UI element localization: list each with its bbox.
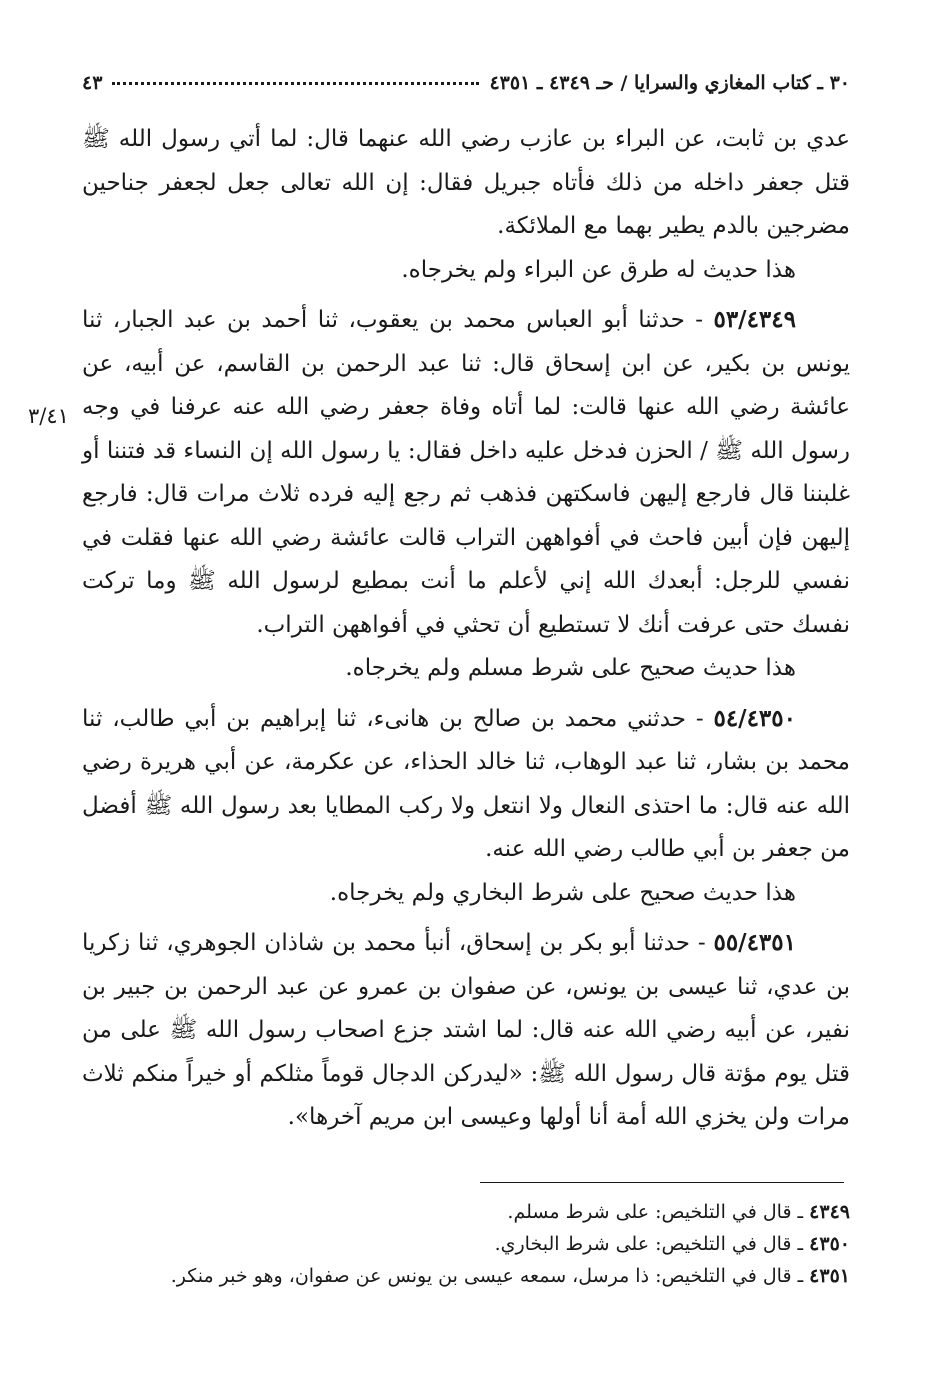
main-text: [82, 118, 850, 1140]
hadith-4349: [82, 298, 850, 647]
hadith-text-4350: - حدثني محمد بن صالح بن هانىء، ثنا إبراهيم بن أبي طالب، ثنا محمد بن بشار، ثنا عبد الوهاب، ثنا خالد الحذاء، عن عكرمة، عن أبي هريرة رضي الله عنه قال: ما احتذى النعال ولا انتعل ولا ركب المطايا بعد رسول الله ﷺ أفضل من جعفر بن أبي طالب رضي الله عنه.: [82, 705, 850, 862]
footnote-separator: [480, 1182, 844, 1183]
footnote-4351: [82, 1260, 850, 1292]
running-header: [82, 66, 850, 100]
paragraph-continuation: عدي بن ثابت، عن البراء بن عازب رضي الله عنهما قال: لما أتي رسول الله ﷺ قتل جعفر داخله من ذلك فأتاه جبريل فقال: إن الله تعالى جعل لجعفر جناحين مضرجين بالدم يطير بهما مع الملائكة.: [82, 126, 850, 239]
running-title: ٣٠ ـ كتاب المغازي والسرايا / حـ ٤٣٤٩ ـ ٤٣٥١: [489, 72, 850, 94]
hadith-text-4349: - حدثنا أبو العباس محمد بن يعقوب، ثنا أحمد بن عبد الجبار، ثنا يونس بن بكير، عن ابن إسحاق قال: ثنا عبد الرحمن بن القاسم، عن أبيه، عن عائشة رضي الله عنها قالت: لما أتاه وفاة جعفر رضي الله عنه عرفنا في وجه رسول الله ﷺ / الحزن فدخل عليه داخل فقال: يا رسول الله إن النساء قد فتننا أو غلبننا قال فارجع إليهن فاسكتهن فذهب ثم رجع إليه فرده ثلاث مرات قال: فارجع إليهن فإن أبين فاحث في أفواههن التراب قالت عائشة رضي الله عنها فقلت في نفسي للرجل: أبعدك الله إني لأعلم ما أنت بمطيع لرسول الله ﷺ وما تركت نفسك حتى عرفت أنك لا تستطيع أن تحثي في أفواههن التراب.: [82, 307, 850, 638]
footnote-text: ـ قال في التلخيص: على شرط مسلم.: [507, 1201, 810, 1223]
leader-dots: [112, 82, 479, 85]
footnote-number: ٤٣٤٩: [809, 1201, 850, 1223]
hadith-number-4351: ٥٥/٤٣٥١: [713, 929, 796, 956]
page-number: ٤٣: [82, 72, 103, 94]
grading-note-4349: هذا حديث صحيح على شرط مسلم ولم يخرجاه.: [345, 655, 796, 681]
hadith-text-4351: - حدثنا أبو بكر بن إسحاق، أنبأ محمد بن شاذان الجوهري، ثنا زكريا بن عدي، ثنا عيسى بن يونس، عن صفوان بن عمرو عن عبد الرحمن بن جبير بن نفير، عن أبيه رضي الله عنه قال: لما اشتد جزع اصحاب رسول الله ﷺ على من قتل يوم مؤتة قال رسول الله ﷺ: «ليدركن الدجال قوماً مثلكم أو خيراً منكم ثلاث مرات ولن يخزي الله أمة أنا أولها وعيسى ابن مريم آخرها».: [82, 930, 850, 1130]
footnote-4350: [82, 1228, 850, 1260]
footnote-4349: [82, 1196, 850, 1228]
margin-volume-reference: ٣/٤١: [28, 404, 69, 428]
hadith-number-4349: ٥٣/٤٣٤٩: [713, 306, 796, 333]
grading-note-4348: هذا حديث له طرق عن البراء ولم يخرجاه.: [401, 256, 796, 283]
hadith-4350: [82, 697, 850, 872]
hadith-number-4350: ٥٤/٤٣٥٠: [713, 704, 796, 732]
grading-note-4350: هذا حديث صحيح على شرط البخاري ولم يخرجاه.: [329, 879, 796, 906]
footnote-text: ـ قال في التلخيص: على شرط البخاري.: [494, 1233, 810, 1255]
footnote-text: ـ قال في التلخيص: ذا مرسل، سمعه عيسى بن يونس عن صفوان، وهو خبر منكر.: [170, 1265, 810, 1287]
footnotes: [82, 1196, 850, 1292]
hadith-4351: [82, 921, 850, 1140]
footnote-number: ٤٣٥٠: [809, 1233, 850, 1255]
footnote-number: ٤٣٥١: [809, 1265, 850, 1287]
